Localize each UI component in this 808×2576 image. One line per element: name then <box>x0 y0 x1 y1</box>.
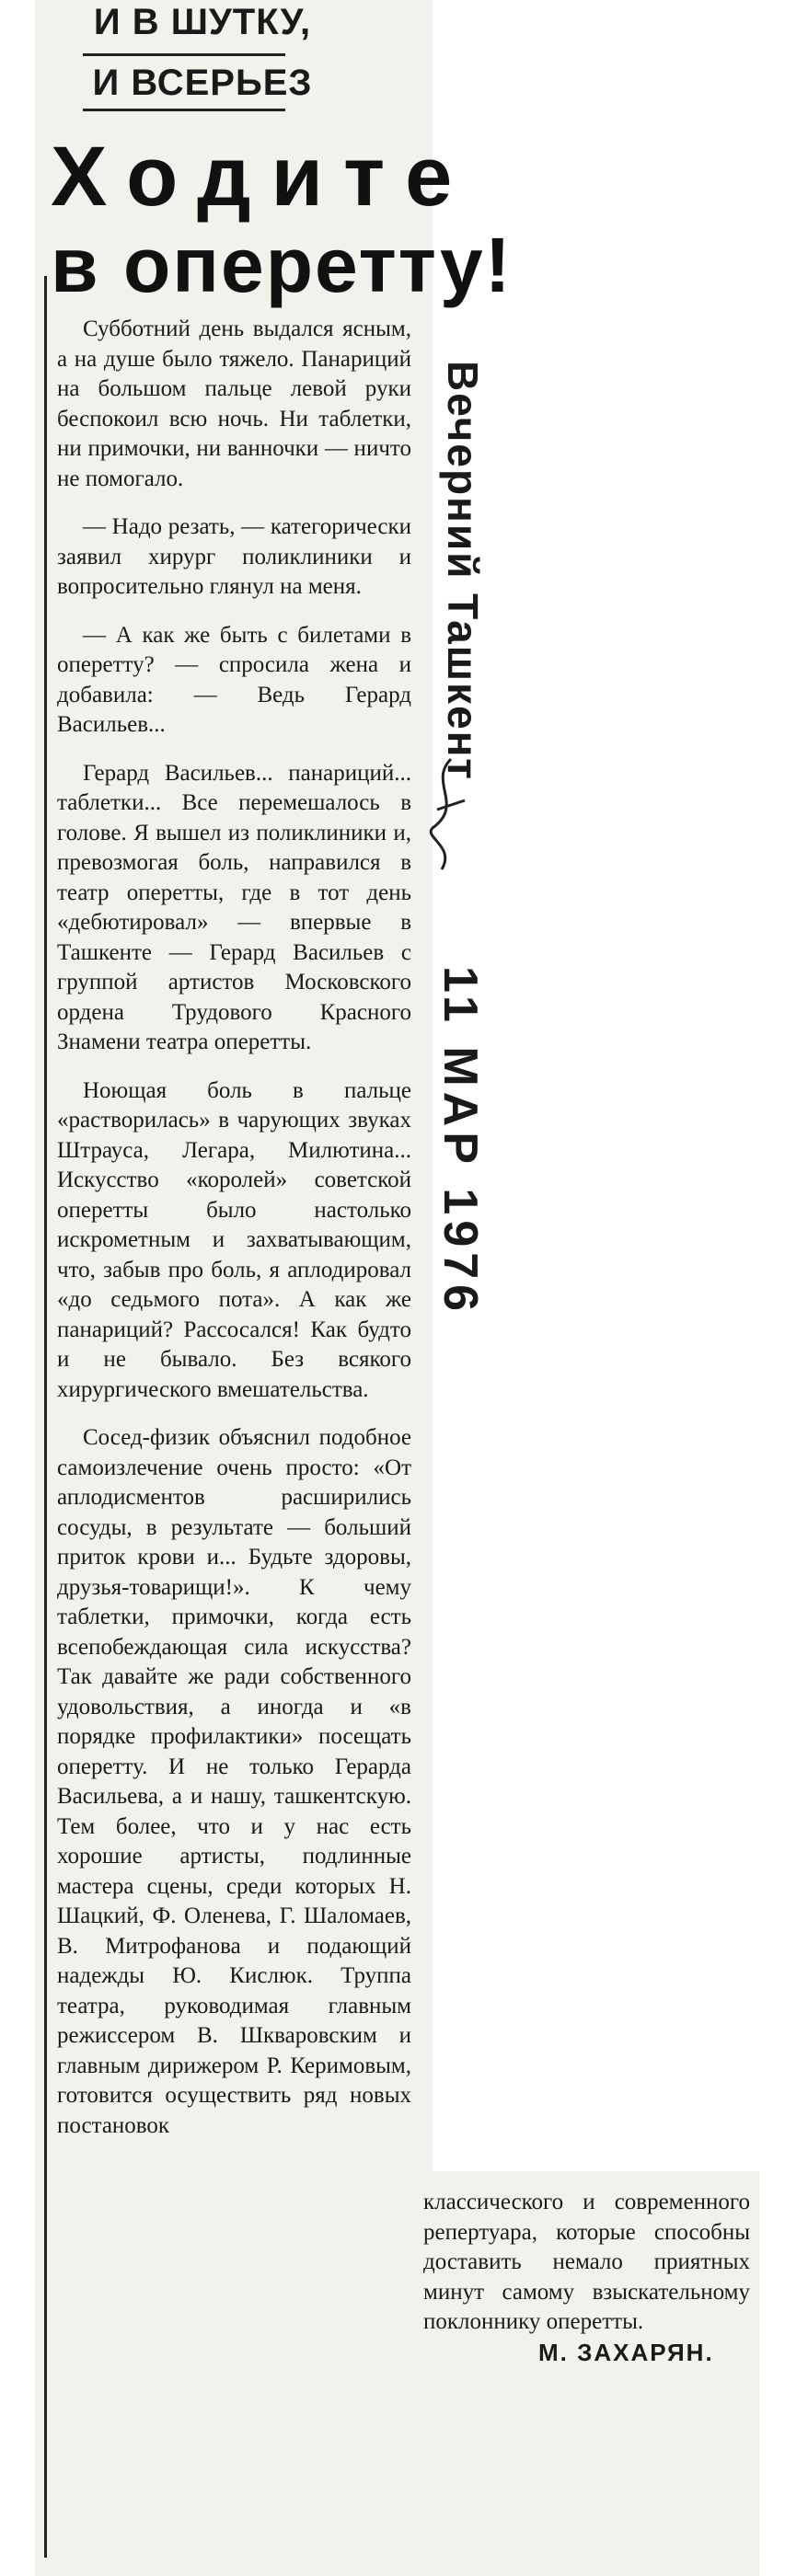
article-paragraph: Герард Васильев... панариций... таблетки... Все перемешалось в голове. Я вышел из поликлиники и, превозмогая боль, направился в театр оперетты, где в тот день «дебютировал» — впервые в Ташкенте — Герард Васильев с группой артистов Московского ордена Трудового Красного Знамени театра оперетты. <box>57 760 411 1054</box>
rubric-underline-2 <box>83 109 285 111</box>
signature-mark <box>414 754 479 874</box>
article-author: М. ЗАХАРЯН. <box>538 2339 714 2366</box>
rubric-line-1: И В ШУТКУ, <box>93 2 312 42</box>
newspaper-stamp-date: 11 МАР 1976 <box>433 966 487 1317</box>
rubric-line-2: И ВСЕРЬЕЗ <box>92 63 313 103</box>
article-continuation <box>423 2188 750 2338</box>
column-rule <box>44 276 47 2558</box>
rubric-underline-1 <box>83 53 285 56</box>
newspaper-stamp-name: Вечерний Ташкент <box>439 361 487 781</box>
article-paragraph: Ноющая боль в пальце «растворилась» в чарующих звуках Штрауса, Легара, Милютина... Искусство «королей» советской оперетты было настолько искрометным и захватывающим, что, забыв про боль, я аплодировал «до седьмого пота». А как же панариций? Рассосался! Как будто и не бывало. Без всякого хирургического вмешательства. <box>57 1077 411 1402</box>
article-paragraph: Субботний день выдался ясным, а на душе было тяжело. Панариций на большом пальце левой руки беспокоил всю ночь. Ни таблетки, ни примочки, ни ванночки — ничто не помогало. <box>57 316 411 491</box>
article-paragraph: — А как же быть с билетами в оперетту? — спросила жена и добавила: — Ведь Герард Васильев... <box>57 622 411 737</box>
headline-line-1: Ходите <box>51 130 473 224</box>
headline-line-2: в оперетту! <box>51 222 513 308</box>
article-paragraph: классического и современного репертуара, которые способны доставить немало приятных минут самому взыскательному поклоннику оперетты. <box>423 2190 750 2334</box>
article-paragraph: Сосед-физик объяснил подобное самоизлечение очень просто: «От аплодисментов расширились сосуды, в результате — больший приток крови и... Будьте здоровы, друзья-товарищи!». К чему таблетки, примочки, когда есть всепобеждающая сила искусства? Так давайте же ради собственного удовольствия, а иногда и «в порядке профилактики» посещать оперетту. И не только Герарда Васильева, а и нашу, ташкентскую. Тем более, что и у нас есть хорошие артисты, подлинные мастера сцены, среди которых Н. Шацкий, Ф. Оленева, Г. Шаломаев, В. Митрофанова и подающий надежды Ю. Кислюк. Труппа театра, руководимая главным режиссером В. Шкваровским и главным дирижером Р. Керимовым, готовится осуществить ряд новых постановок <box>57 1425 411 2138</box>
article-paragraph: — Надо резать, — категорически заявил хирург поликлиники и вопросительно глянул на меня. <box>57 514 411 599</box>
article-body <box>57 315 411 2141</box>
